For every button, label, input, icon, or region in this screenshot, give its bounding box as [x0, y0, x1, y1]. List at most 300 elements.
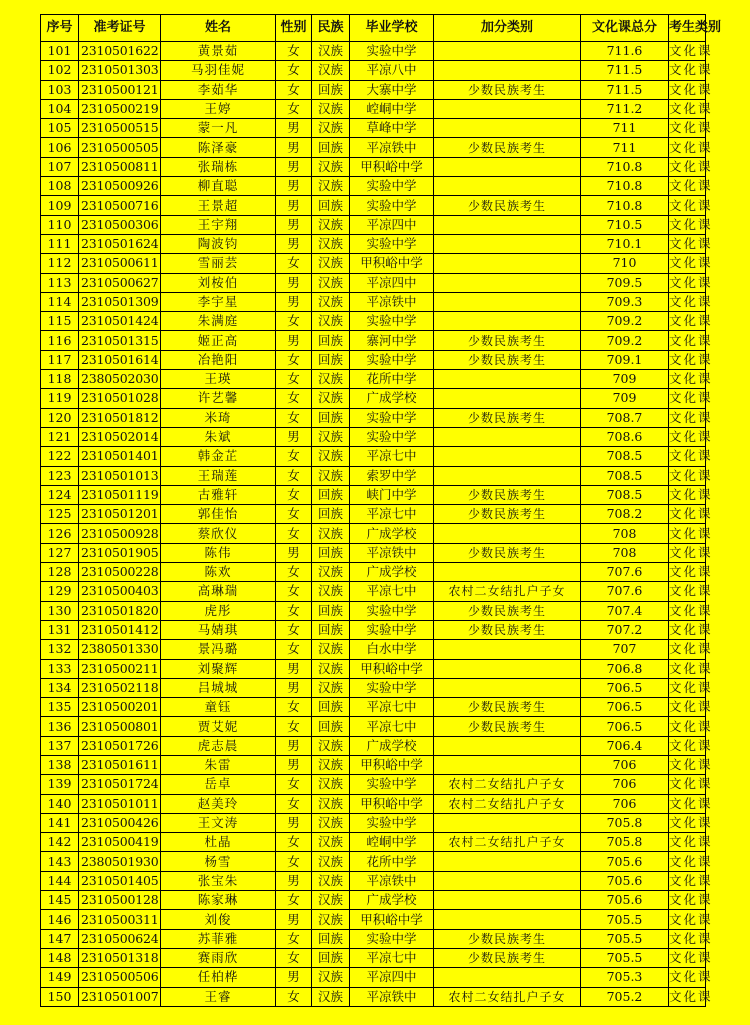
cell-name: 马婧琪: [161, 620, 276, 639]
cell-exam-id: 2310500627: [79, 273, 161, 292]
cell-gender: 女: [276, 717, 312, 736]
cell-ethnicity: 汉族: [312, 755, 350, 774]
cell-exam-id: 2310501201: [79, 505, 161, 524]
cell-gender: 女: [276, 370, 312, 389]
cell-gender: 女: [276, 891, 312, 910]
cell-bonus-type: 少数民族考生: [434, 80, 581, 99]
cell-total-score: 711.6: [581, 42, 669, 61]
cell-ethnicity: 汉族: [312, 254, 350, 273]
table-row: [41, 698, 706, 717]
cell-total-score: 711.5: [581, 61, 669, 80]
cell-candidate-type: 文化课: [669, 775, 706, 794]
table-row: [41, 234, 706, 253]
cell-school: 平凉四中: [350, 215, 434, 234]
cell-index: 105: [41, 119, 79, 138]
cell-bonus-type: [434, 119, 581, 138]
cell-name: 李茹华: [161, 80, 276, 99]
table-row: [41, 833, 706, 852]
cell-total-score: 710.8: [581, 157, 669, 176]
header-school: 毕业学校: [350, 15, 434, 42]
cell-bonus-type: [434, 234, 581, 253]
cell-gender: 女: [276, 987, 312, 1006]
cell-index: 132: [41, 640, 79, 659]
cell-bonus-type: [434, 99, 581, 118]
cell-name: 童钰: [161, 698, 276, 717]
cell-ethnicity: 汉族: [312, 563, 350, 582]
cell-school: 花所中学: [350, 852, 434, 871]
cell-ethnicity: 汉族: [312, 273, 350, 292]
cell-school: 甲积峪中学: [350, 254, 434, 273]
cell-exam-id: 2310501007: [79, 987, 161, 1006]
header-candidate-type: 考生类别: [669, 15, 706, 42]
cell-candidate-type: 文化课: [669, 312, 706, 331]
cell-bonus-type: 少数民族考生: [434, 698, 581, 717]
cell-school: 实验中学: [350, 196, 434, 215]
cell-total-score: 707.4: [581, 601, 669, 620]
cell-name: 李宇星: [161, 292, 276, 311]
cell-index: 117: [41, 350, 79, 369]
cell-index: 136: [41, 717, 79, 736]
table-row: [41, 485, 706, 504]
cell-ethnicity: 回族: [312, 698, 350, 717]
cell-index: 145: [41, 891, 79, 910]
cell-candidate-type: 文化课: [669, 640, 706, 659]
cell-index: 109: [41, 196, 79, 215]
cell-name: 王景超: [161, 196, 276, 215]
table-row: [41, 775, 706, 794]
cell-ethnicity: 汉族: [312, 466, 350, 485]
cell-exam-id: 2310500426: [79, 813, 161, 832]
cell-school: 寨河中学: [350, 331, 434, 350]
header-bonus-type: 加分类别: [434, 15, 581, 42]
cell-candidate-type: 文化课: [669, 678, 706, 697]
cell-candidate-type: 文化课: [669, 871, 706, 890]
cell-school: 平凉七中: [350, 582, 434, 601]
cell-candidate-type: 文化课: [669, 948, 706, 967]
score-table: [40, 14, 722, 1007]
cell-gender: 男: [276, 871, 312, 890]
cell-school: 甲积峪中学: [350, 659, 434, 678]
cell-gender: 男: [276, 659, 312, 678]
table-row: [41, 254, 706, 273]
cell-exam-id: 2310500128: [79, 891, 161, 910]
table-row: [41, 678, 706, 697]
cell-school: 平凉七中: [350, 948, 434, 967]
cell-exam-id: 2310500403: [79, 582, 161, 601]
cell-index: 122: [41, 447, 79, 466]
cell-total-score: 705.5: [581, 910, 669, 929]
cell-index: 128: [41, 563, 79, 582]
cell-bonus-type: [434, 813, 581, 832]
cell-candidate-type: 文化课: [669, 331, 706, 350]
cell-index: 143: [41, 852, 79, 871]
cell-ethnicity: 回族: [312, 80, 350, 99]
cell-name: 刘聚辉: [161, 659, 276, 678]
cell-name: 王睿: [161, 987, 276, 1006]
header-gender: 性别: [276, 15, 312, 42]
table-row: [41, 563, 706, 582]
cell-name: 赛雨欣: [161, 948, 276, 967]
cell-name: 吕城城: [161, 678, 276, 697]
table-row: [41, 659, 706, 678]
cell-index: 116: [41, 331, 79, 350]
cell-school: 实验中学: [350, 775, 434, 794]
cell-bonus-type: [434, 678, 581, 697]
cell-candidate-type: 文化课: [669, 524, 706, 543]
cell-bonus-type: [434, 370, 581, 389]
cell-candidate-type: 文化课: [669, 543, 706, 562]
cell-candidate-type: 文化课: [669, 601, 706, 620]
cell-gender: 女: [276, 99, 312, 118]
cell-index: 123: [41, 466, 79, 485]
cell-exam-id: 2310500515: [79, 119, 161, 138]
cell-school: 广成学校: [350, 524, 434, 543]
cell-ethnicity: 汉族: [312, 99, 350, 118]
cell-ethnicity: 汉族: [312, 968, 350, 987]
cell-name: 陈伟: [161, 543, 276, 562]
cell-candidate-type: 文化课: [669, 505, 706, 524]
cell-candidate-type: 文化课: [669, 234, 706, 253]
cell-name: 贾艾妮: [161, 717, 276, 736]
cell-bonus-type: [434, 755, 581, 774]
cell-school: 大寨中学: [350, 80, 434, 99]
cell-candidate-type: 文化课: [669, 620, 706, 639]
cell-candidate-type: 文化课: [669, 99, 706, 118]
cell-name: 陈欢: [161, 563, 276, 582]
cell-ethnicity: 回族: [312, 601, 350, 620]
cell-gender: 女: [276, 852, 312, 871]
cell-index: 125: [41, 505, 79, 524]
cell-total-score: 705.8: [581, 833, 669, 852]
cell-total-score: 708.7: [581, 408, 669, 427]
cell-name: 王瑛: [161, 370, 276, 389]
cell-index: 120: [41, 408, 79, 427]
cell-gender: 男: [276, 138, 312, 157]
cell-total-score: 709.3: [581, 292, 669, 311]
cell-school: 平凉八中: [350, 61, 434, 80]
cell-candidate-type: 文化课: [669, 157, 706, 176]
header-total-score: 文化课总分: [581, 15, 669, 42]
cell-gender: 男: [276, 813, 312, 832]
cell-bonus-type: [434, 427, 581, 446]
cell-total-score: 708: [581, 524, 669, 543]
cell-candidate-type: 文化课: [669, 370, 706, 389]
cell-index: 137: [41, 736, 79, 755]
cell-gender: 女: [276, 408, 312, 427]
cell-bonus-type: [434, 891, 581, 910]
cell-bonus-type: 少数民族考生: [434, 138, 581, 157]
cell-bonus-type: [434, 177, 581, 196]
cell-ethnicity: 回族: [312, 929, 350, 948]
cell-exam-id: 2310501028: [79, 389, 161, 408]
cell-total-score: 710.1: [581, 234, 669, 253]
cell-school: 崆峒中学: [350, 99, 434, 118]
cell-candidate-type: 文化课: [669, 292, 706, 311]
cell-total-score: 706.5: [581, 698, 669, 717]
cell-total-score: 705.6: [581, 891, 669, 910]
cell-index: 119: [41, 389, 79, 408]
cell-gender: 男: [276, 427, 312, 446]
table-row: [41, 466, 706, 485]
cell-school: 实验中学: [350, 350, 434, 369]
cell-school: 白水中学: [350, 640, 434, 659]
cell-school: 峡门中学: [350, 485, 434, 504]
cell-index: 108: [41, 177, 79, 196]
cell-gender: 女: [276, 833, 312, 852]
cell-gender: 男: [276, 292, 312, 311]
cell-total-score: 711: [581, 138, 669, 157]
cell-candidate-type: 文化课: [669, 350, 706, 369]
cell-exam-id: 2310501401: [79, 447, 161, 466]
table-row: [41, 312, 706, 331]
cell-school: 实验中学: [350, 601, 434, 620]
cell-candidate-type: 文化课: [669, 582, 706, 601]
cell-total-score: 710: [581, 254, 669, 273]
cell-exam-id: 2310500306: [79, 215, 161, 234]
cell-bonus-type: 农村二女结扎户子女: [434, 794, 581, 813]
table-row: [41, 813, 706, 832]
cell-total-score: 708: [581, 543, 669, 562]
cell-index: 133: [41, 659, 79, 678]
cell-gender: 女: [276, 447, 312, 466]
cell-school: 实验中学: [350, 234, 434, 253]
cell-bonus-type: [434, 640, 581, 659]
table-row: [41, 736, 706, 755]
cell-school: 索罗中学: [350, 466, 434, 485]
table-row: [41, 215, 706, 234]
cell-name: 高琳瑞: [161, 582, 276, 601]
cell-exam-id: 2310500505: [79, 138, 161, 157]
cell-candidate-type: 文化课: [669, 929, 706, 948]
table-row: [41, 640, 706, 659]
cell-gender: 女: [276, 350, 312, 369]
cell-index: 106: [41, 138, 79, 157]
cell-candidate-type: 文化课: [669, 987, 706, 1006]
cell-name: 蔡欣仪: [161, 524, 276, 543]
cell-index: 135: [41, 698, 79, 717]
cell-ethnicity: 汉族: [312, 736, 350, 755]
cell-index: 141: [41, 813, 79, 832]
cell-exam-id: 2310500228: [79, 563, 161, 582]
cell-total-score: 705.2: [581, 987, 669, 1006]
cell-index: 147: [41, 929, 79, 948]
cell-gender: 女: [276, 466, 312, 485]
cell-candidate-type: 文化课: [669, 466, 706, 485]
cell-ethnicity: 回族: [312, 505, 350, 524]
cell-gender: 女: [276, 254, 312, 273]
cell-exam-id: 2310501624: [79, 234, 161, 253]
cell-name: 冶艳阳: [161, 350, 276, 369]
cell-bonus-type: [434, 871, 581, 890]
cell-gender: 女: [276, 389, 312, 408]
cell-candidate-type: 文化课: [669, 852, 706, 871]
cell-index: 115: [41, 312, 79, 331]
cell-candidate-type: 文化课: [669, 177, 706, 196]
cell-ethnicity: 汉族: [312, 370, 350, 389]
cell-bonus-type: 少数民族考生: [434, 196, 581, 215]
cell-name: 许艺馨: [161, 389, 276, 408]
cell-ethnicity: 汉族: [312, 852, 350, 871]
cell-candidate-type: 文化课: [669, 408, 706, 427]
cell-name: 郭佳怡: [161, 505, 276, 524]
cell-name: 景冯璐: [161, 640, 276, 659]
cell-gender: 女: [276, 620, 312, 639]
cell-exam-id: 2310501303: [79, 61, 161, 80]
cell-candidate-type: 文化课: [669, 389, 706, 408]
cell-school: 广成学校: [350, 736, 434, 755]
cell-total-score: 705.6: [581, 871, 669, 890]
table-row: [41, 273, 706, 292]
cell-bonus-type: [434, 389, 581, 408]
cell-bonus-type: [434, 215, 581, 234]
cell-bonus-type: 少数民族考生: [434, 331, 581, 350]
cell-index: 102: [41, 61, 79, 80]
header-index: 序号: [41, 15, 79, 42]
cell-ethnicity: 汉族: [312, 813, 350, 832]
cell-index: 134: [41, 678, 79, 697]
cell-bonus-type: [434, 910, 581, 929]
cell-gender: 男: [276, 736, 312, 755]
table-row: [41, 196, 706, 215]
table-row: [41, 852, 706, 871]
cell-ethnicity: 汉族: [312, 871, 350, 890]
cell-school: 平凉铁中: [350, 543, 434, 562]
cell-name: 陈家琳: [161, 891, 276, 910]
cell-candidate-type: 文化课: [669, 61, 706, 80]
cell-index: 103: [41, 80, 79, 99]
cell-total-score: 709.5: [581, 273, 669, 292]
cell-total-score: 710.8: [581, 177, 669, 196]
cell-school: 平凉七中: [350, 447, 434, 466]
cell-name: 陈泽豪: [161, 138, 276, 157]
cell-name: 王文涛: [161, 813, 276, 832]
cell-school: 甲积峪中学: [350, 910, 434, 929]
cell-ethnicity: 汉族: [312, 775, 350, 794]
cell-total-score: 707.2: [581, 620, 669, 639]
cell-total-score: 705.3: [581, 968, 669, 987]
cell-bonus-type: [434, 524, 581, 543]
cell-exam-id: 2310501724: [79, 775, 161, 794]
cell-exam-id: 2310500716: [79, 196, 161, 215]
cell-school: 平凉铁中: [350, 138, 434, 157]
cell-ethnicity: 回族: [312, 485, 350, 504]
cell-bonus-type: 少数民族考生: [434, 601, 581, 620]
cell-gender: 男: [276, 234, 312, 253]
cell-candidate-type: 文化课: [669, 563, 706, 582]
cell-school: 实验中学: [350, 42, 434, 61]
cell-exam-id: 2380502030: [79, 370, 161, 389]
cell-total-score: 705.6: [581, 852, 669, 871]
cell-exam-id: 2310501614: [79, 350, 161, 369]
cell-ethnicity: 汉族: [312, 427, 350, 446]
table-row: [41, 177, 706, 196]
cell-exam-id: 2310501315: [79, 331, 161, 350]
cell-name: 米琦: [161, 408, 276, 427]
cell-exam-id: 2310501011: [79, 794, 161, 813]
cell-total-score: 710.5: [581, 215, 669, 234]
cell-ethnicity: 回族: [312, 408, 350, 427]
table-header-row: [41, 15, 706, 42]
cell-candidate-type: 文化课: [669, 659, 706, 678]
cell-name: 刘俊: [161, 910, 276, 929]
cell-total-score: 710.8: [581, 196, 669, 215]
cell-gender: 男: [276, 196, 312, 215]
cell-bonus-type: 少数民族考生: [434, 620, 581, 639]
cell-gender: 女: [276, 61, 312, 80]
cell-name: 虎彤: [161, 601, 276, 620]
cell-ethnicity: 汉族: [312, 987, 350, 1006]
cell-school: 实验中学: [350, 427, 434, 446]
table-row: [41, 447, 706, 466]
cell-bonus-type: [434, 312, 581, 331]
cell-gender: 男: [276, 177, 312, 196]
cell-candidate-type: 文化课: [669, 427, 706, 446]
cell-index: 130: [41, 601, 79, 620]
cell-school: 草峰中学: [350, 119, 434, 138]
cell-total-score: 706.5: [581, 678, 669, 697]
cell-index: 142: [41, 833, 79, 852]
cell-school: 实验中学: [350, 177, 434, 196]
cell-candidate-type: 文化课: [669, 80, 706, 99]
table-row: [41, 910, 706, 929]
cell-name: 姬正高: [161, 331, 276, 350]
cell-exam-id: 2310500311: [79, 910, 161, 929]
cell-candidate-type: 文化课: [669, 42, 706, 61]
cell-school: 平凉铁中: [350, 292, 434, 311]
cell-ethnicity: 汉族: [312, 794, 350, 813]
cell-gender: 男: [276, 755, 312, 774]
cell-total-score: 709.2: [581, 312, 669, 331]
cell-exam-id: 2310501309: [79, 292, 161, 311]
cell-ethnicity: 汉族: [312, 292, 350, 311]
cell-exam-id: 2310501611: [79, 755, 161, 774]
cell-total-score: 706.5: [581, 717, 669, 736]
cell-name: 张宝朱: [161, 871, 276, 890]
cell-ethnicity: 回族: [312, 350, 350, 369]
cell-total-score: 706.8: [581, 659, 669, 678]
cell-ethnicity: 汉族: [312, 659, 350, 678]
cell-bonus-type: [434, 61, 581, 80]
cell-gender: 男: [276, 273, 312, 292]
cell-exam-id: 2310501820: [79, 601, 161, 620]
cell-bonus-type: 少数民族考生: [434, 485, 581, 504]
cell-exam-id: 2310501412: [79, 620, 161, 639]
cell-gender: 男: [276, 215, 312, 234]
cell-school: 平凉七中: [350, 505, 434, 524]
cell-bonus-type: 农村二女结扎户子女: [434, 582, 581, 601]
cell-bonus-type: 少数民族考生: [434, 717, 581, 736]
cell-gender: 男: [276, 119, 312, 138]
cell-gender: 女: [276, 698, 312, 717]
header-ethnicity: 民族: [312, 15, 350, 42]
cell-gender: 女: [276, 601, 312, 620]
cell-bonus-type: [434, 157, 581, 176]
cell-candidate-type: 文化课: [669, 254, 706, 273]
cell-exam-id: 2310501726: [79, 736, 161, 755]
cell-total-score: 708.6: [581, 427, 669, 446]
cell-ethnicity: 回族: [312, 331, 350, 350]
cell-total-score: 709: [581, 370, 669, 389]
cell-school: 实验中学: [350, 408, 434, 427]
cell-school: 平凉铁中: [350, 871, 434, 890]
cell-exam-id: 2310500811: [79, 157, 161, 176]
cell-ethnicity: 汉族: [312, 119, 350, 138]
cell-exam-id: 2310502014: [79, 427, 161, 446]
cell-school: 实验中学: [350, 929, 434, 948]
table-row: [41, 42, 706, 61]
table-row: [41, 99, 706, 118]
cell-name: 王婷: [161, 99, 276, 118]
